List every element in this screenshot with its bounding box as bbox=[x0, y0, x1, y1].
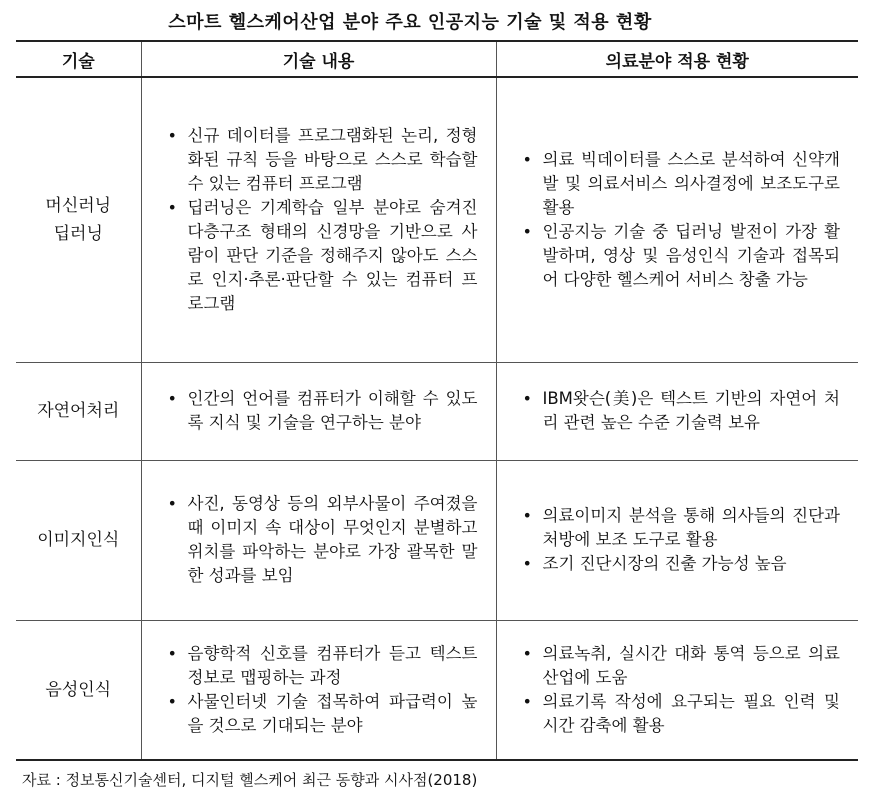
table-row bbox=[16, 77, 858, 362]
technology-label: 이미지인식 bbox=[37, 530, 120, 550]
application-cell bbox=[496, 460, 858, 620]
content-cell bbox=[141, 77, 496, 362]
content-bullet: • 신규 데이터를 프로그램화된 논리, 정형화된 규칙 등을 바탕으로 스스로 학습할 수 있는 컴퓨터 프로그램 bbox=[164, 124, 478, 196]
header-content: 기술 내용 bbox=[141, 41, 496, 77]
application-bullet: • 조기 진단시장의 진출 가능성 높음 bbox=[519, 552, 841, 576]
table-row bbox=[16, 620, 858, 760]
ai-technology-table bbox=[16, 40, 858, 761]
application-cell bbox=[496, 77, 858, 362]
table-title: 스마트 헬스케어산업 분야 주요 인공지능 기술 및 적용 현황 bbox=[168, 12, 652, 33]
content-cell bbox=[141, 620, 496, 760]
content-bullet: • 사물인터넷 기술 접목하여 파급력이 높을 것으로 기대되는 분야 bbox=[164, 690, 478, 738]
technology-label: 자연어처리 bbox=[37, 401, 120, 421]
application-bullet: • 의료녹취, 실시간 대화 통역 등으로 의료산업에 도움 bbox=[519, 642, 841, 690]
content-cell bbox=[141, 460, 496, 620]
header-technology: 기술 bbox=[16, 41, 141, 77]
content-bullet: • 인간의 언어를 컴퓨터가 이해할 수 있도록 지식 및 기술을 연구하는 분야 bbox=[164, 387, 478, 435]
source-note: 자료 : 정보통신기술센터, 디지털 헬스케어 최근 동향과 시사점(2018) bbox=[22, 771, 478, 789]
header-application: 의료분야 적용 현황 bbox=[496, 41, 858, 77]
content-bullet: • 딥러닝은 기계학습 일부 분야로 숨겨진 다층구조 형태의 신경망을 기반으로 사람이 판단 기준을 정해주지 않아도 스스로 인지·추론·판단할 수 있는 컴퓨터 프로그램 bbox=[164, 196, 478, 316]
application-bullet: • 의료 빅데이터를 스스로 분석하여 신약개발 및 의료서비스 의사결정에 보조도구로 활용 bbox=[519, 148, 841, 220]
table-row bbox=[16, 460, 858, 620]
technology-cell bbox=[16, 77, 141, 362]
technology-label: 머신러닝 딥러닝 bbox=[45, 195, 112, 244]
application-bullet: • 의료기록 작성에 요구되는 필요 인력 및 시간 감축에 활용 bbox=[519, 690, 841, 738]
technology-cell bbox=[16, 620, 141, 760]
table-row bbox=[16, 362, 858, 460]
header-row bbox=[16, 41, 858, 77]
application-cell bbox=[496, 362, 858, 460]
content-cell bbox=[141, 362, 496, 460]
application-bullet: • 의료이미지 분석을 통해 의사들의 진단과 처방에 보조 도구로 활용 bbox=[519, 504, 841, 552]
application-bullet: • 인공지능 기술 중 딥러닝 발전이 가장 활발하며, 영상 및 음성인식 기술과 접목되어 다양한 헬스케어 서비스 창출 가능 bbox=[519, 220, 841, 292]
content-bullet: • 음향학적 신호를 컴퓨터가 듣고 텍스트 정보로 맵핑하는 과정 bbox=[164, 642, 478, 690]
application-bullet: • IBM왓슨(美)은 텍스트 기반의 자연어 처리 관련 높은 수준 기술력 보유 bbox=[519, 387, 841, 435]
technology-label: 음성인식 bbox=[45, 679, 112, 700]
technology-cell bbox=[16, 460, 141, 620]
content-bullet: • 사진, 동영상 등의 외부사물이 주여졌을 때 이미지 속 대상이 무엇인지 분별하고 위치를 파악하는 분야로 가장 괄목한 말한 성과를 보임 bbox=[164, 492, 478, 588]
application-cell bbox=[496, 620, 858, 760]
technology-cell bbox=[16, 362, 141, 460]
